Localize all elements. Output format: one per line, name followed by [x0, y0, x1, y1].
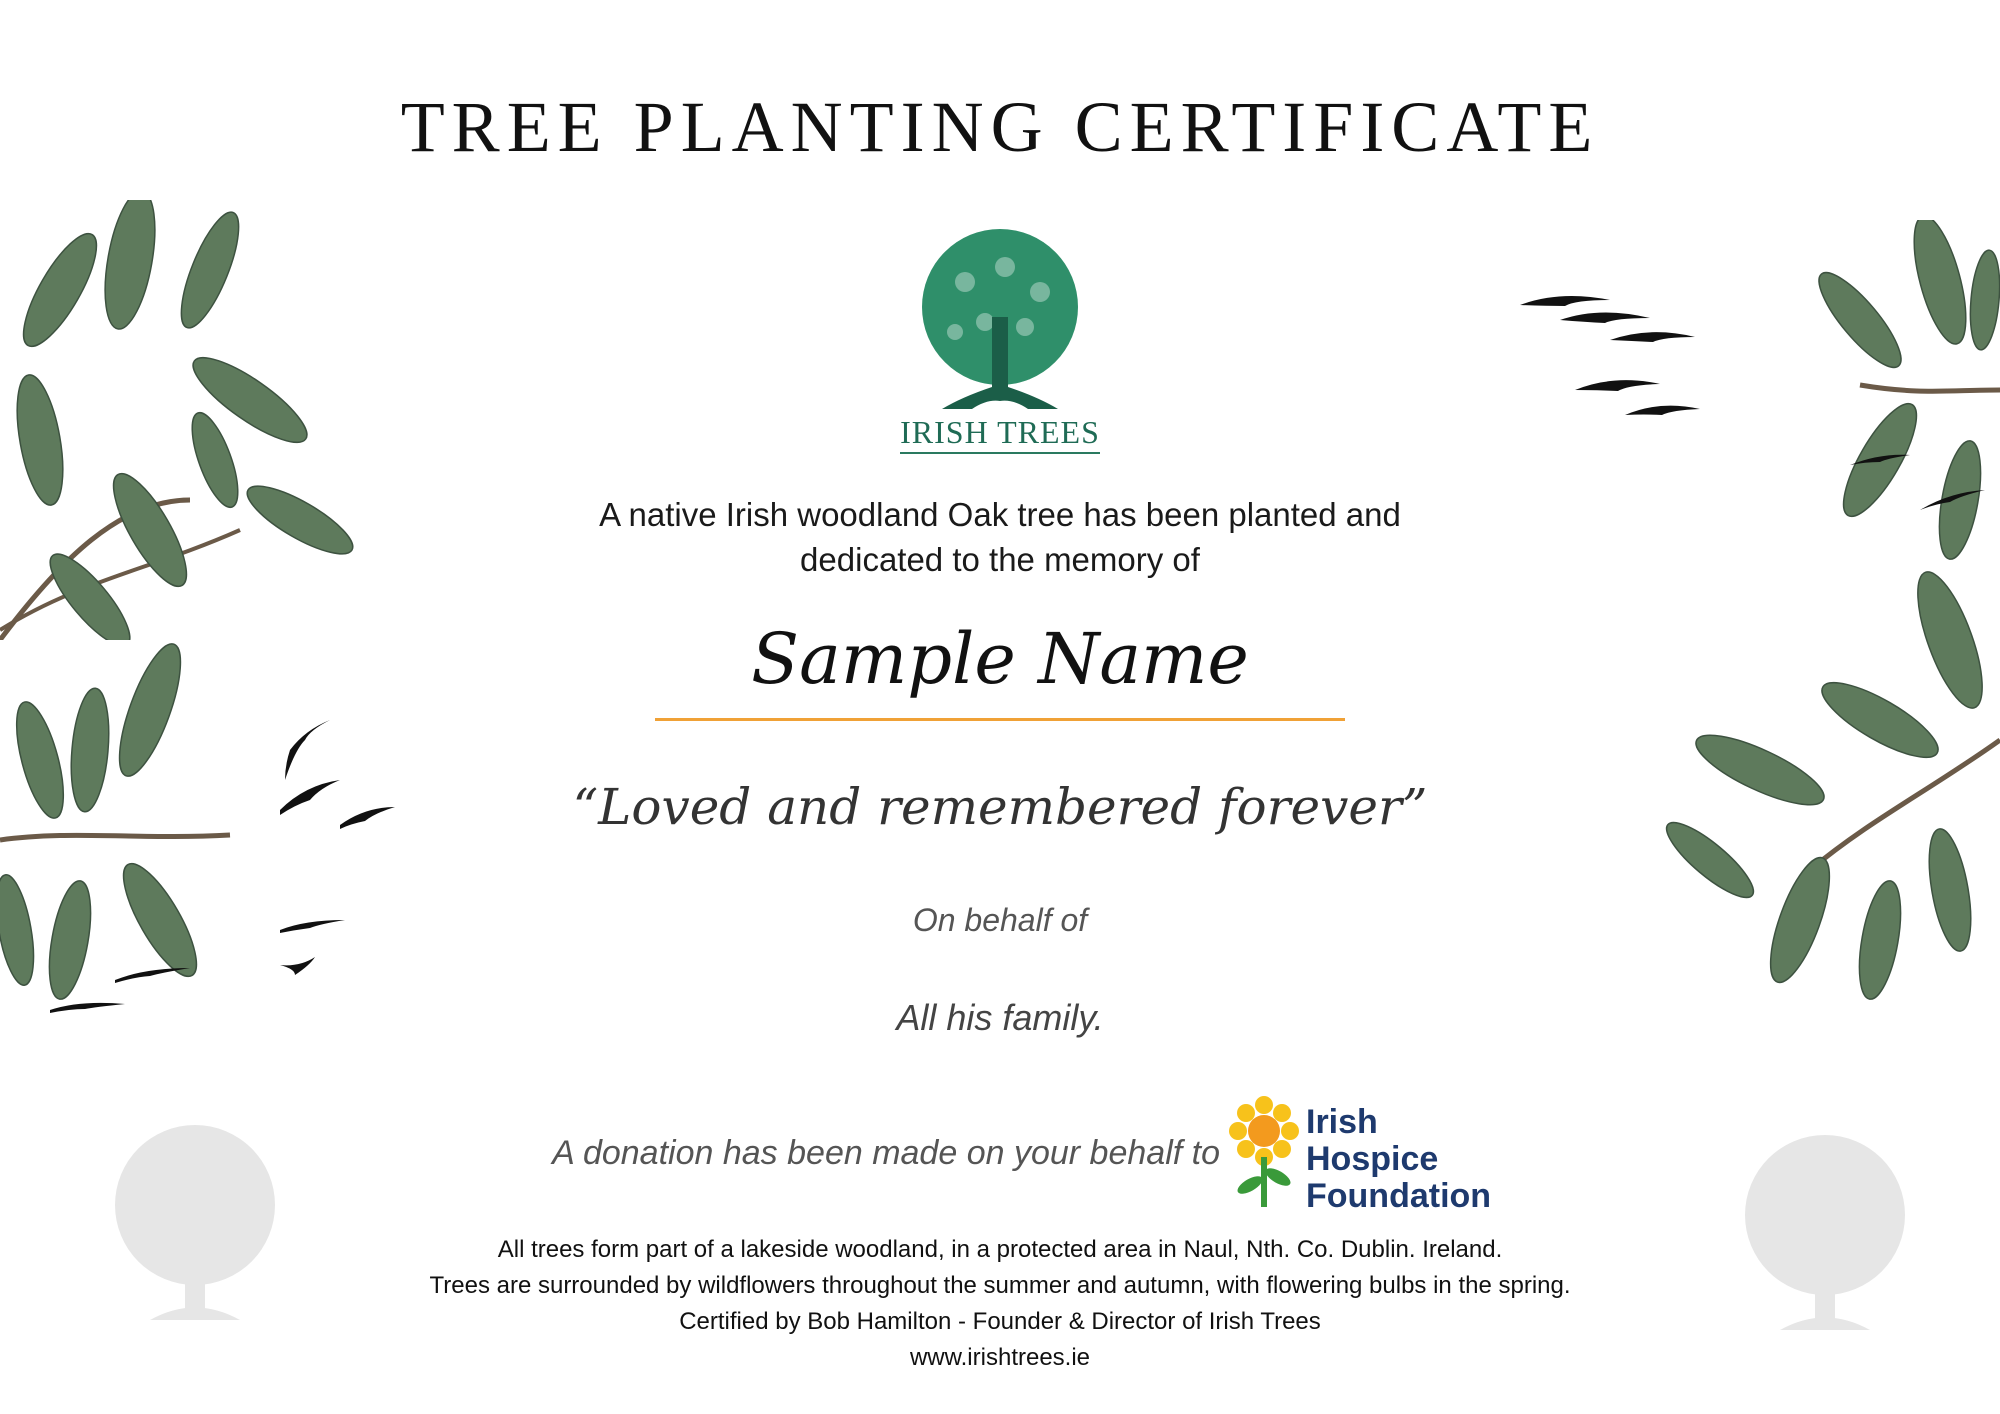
intro-text: [0, 492, 2000, 582]
certificate-title: TREE PLANTING CERTIFICATE: [400, 87, 1600, 167]
footer-line-1: All trees form part of a lakeside woodland, in a protected area in Naul, Nth. Co. Dublin. Ireland.: [497, 1236, 1503, 1263]
logo-underline: [900, 452, 1100, 454]
charity-line-2: Hospice: [1306, 1140, 1439, 1178]
logo-text: IRISH TREES: [900, 414, 1100, 450]
intro-line-1: A native Irish woodland Oak tree has been planted and: [599, 496, 1401, 533]
donation-text: A donation has been made on your behalf to: [552, 1134, 1220, 1172]
honoree-name: Sample Name: [751, 618, 1249, 700]
sunflower-icon: [1228, 1095, 1300, 1210]
footer-line-2: Trees are surrounded by wildflowers throughout the summer and autumn, with flowering bulbs in the spring.: [429, 1272, 1571, 1299]
name-underline: [655, 718, 1345, 721]
on-behalf-label: On behalf of: [912, 902, 1088, 938]
flying-birds-left: [40, 680, 440, 1030]
flying-bird-icon: [1560, 312, 1650, 323]
flying-bird-icon: [1520, 296, 1610, 306]
flying-bird-icon: [280, 957, 315, 975]
footer-line-3: Certified by Bob Hamilton - Founder & Director of Irish Trees: [679, 1308, 1321, 1335]
charity-line-3: Foundation: [1306, 1177, 1492, 1215]
flying-bird-icon: [1610, 332, 1695, 342]
memorial-quote: “Loved and remembered forever”: [572, 778, 1428, 836]
flying-bird-icon: [1575, 380, 1660, 391]
flying-bird-icon: [285, 720, 330, 780]
charity-logo-text: [1306, 1104, 1491, 1215]
flying-bird-icon: [1625, 406, 1700, 415]
family-text: All his family.: [896, 997, 1104, 1038]
intro-line-2: dedicated to the memory of: [800, 541, 1200, 578]
flying-bird-icon: [1850, 455, 1910, 465]
footer-website: www.irishtrees.ie: [909, 1344, 1091, 1371]
footer-text: [0, 1232, 2000, 1376]
flying-bird-icon: [115, 968, 190, 983]
charity-line-1: Irish: [1306, 1103, 1378, 1141]
